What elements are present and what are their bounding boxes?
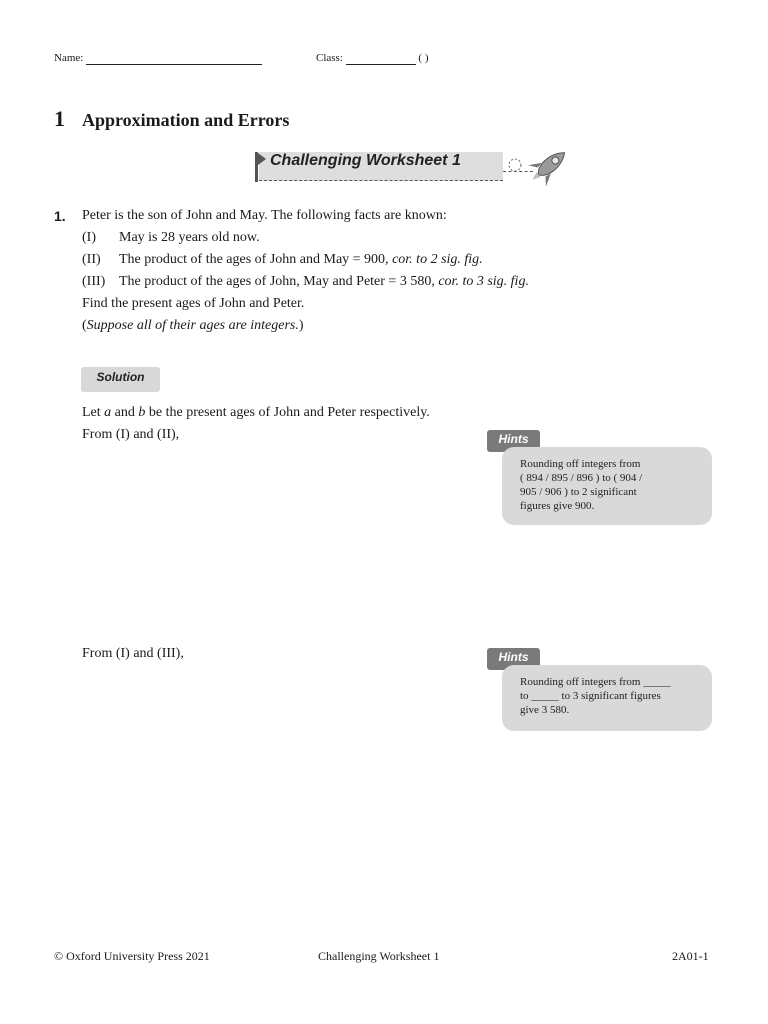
variable-b: b bbox=[138, 405, 146, 420]
class-blank[interactable] bbox=[346, 52, 416, 65]
chapter-number: 1 bbox=[54, 106, 65, 131]
fact-text: The product of the ages of John, May and Peter = 3 580, bbox=[119, 274, 439, 289]
solution-from-1: From (I) and (II), bbox=[82, 427, 180, 442]
fact-row bbox=[82, 227, 529, 249]
worksheet-banner bbox=[255, 151, 585, 187]
footer-title: Challenging Worksheet 1 bbox=[318, 949, 440, 963]
hint-line: Rounding off integers from _____ bbox=[520, 676, 671, 688]
class-field-row bbox=[316, 52, 428, 65]
hints-box bbox=[502, 447, 712, 525]
hint-line: give 3 580. bbox=[520, 704, 570, 716]
banner-title: Challenging Worksheet 1 bbox=[270, 152, 461, 169]
name-label: Name: bbox=[54, 52, 84, 64]
hint-line: figures give 900. bbox=[520, 500, 595, 512]
page-code: 2A01-1 bbox=[672, 949, 709, 963]
fact-label: (I) bbox=[82, 230, 96, 245]
variable-a: a bbox=[104, 405, 112, 420]
question-task: Find the present ages of John and Peter. bbox=[82, 296, 305, 311]
class-label: Class: bbox=[316, 52, 343, 64]
solution-from-2: From (I) and (III), bbox=[82, 646, 184, 661]
solution-let-line: Let a and b be the present ages of John and Peter respectively. bbox=[82, 405, 430, 420]
hint-line: ( 894 / 895 / 896 ) to ( 904 / bbox=[520, 472, 643, 484]
chapter-title: Approximation and Errors bbox=[82, 110, 290, 130]
name-blank[interactable] bbox=[86, 52, 262, 65]
class-number-parens: ( ) bbox=[418, 52, 429, 64]
question-note: (Suppose all of their ages are integers.) bbox=[82, 318, 304, 333]
question-body bbox=[82, 205, 529, 337]
hints-box bbox=[502, 665, 712, 731]
fact-row bbox=[82, 271, 529, 293]
fact-row bbox=[82, 249, 529, 271]
rocket-icon bbox=[505, 143, 581, 187]
hint-line: 905 / 906 ) to 2 significant bbox=[520, 486, 637, 498]
fact-text: May is 28 years old now. bbox=[119, 230, 260, 245]
question-number: 1. bbox=[54, 208, 66, 224]
solution-tab: Solution bbox=[81, 367, 160, 392]
fact-accuracy: cor. to 2 sig. fig. bbox=[392, 252, 483, 267]
name-field-row bbox=[54, 52, 262, 65]
footer-copyright: © Oxford University Press 2021 bbox=[54, 949, 210, 963]
fact-label: (III) bbox=[82, 274, 106, 289]
hint-line: Rounding off integers from bbox=[520, 458, 641, 470]
hint-line: to _____ to 3 significant figures bbox=[520, 690, 661, 702]
question-intro: Peter is the son of John and May. The following facts are known: bbox=[82, 208, 447, 223]
hints-tab: Hints bbox=[487, 648, 540, 670]
fact-accuracy: cor. to 3 sig. fig. bbox=[438, 274, 529, 289]
question-note-text: Suppose all of their ages are integers. bbox=[86, 318, 299, 333]
fact-label: (II) bbox=[82, 252, 101, 267]
fact-text: The product of the ages of John and May = 900, bbox=[119, 252, 393, 267]
hints-tab: Hints bbox=[487, 430, 540, 452]
flag-icon bbox=[258, 153, 266, 165]
